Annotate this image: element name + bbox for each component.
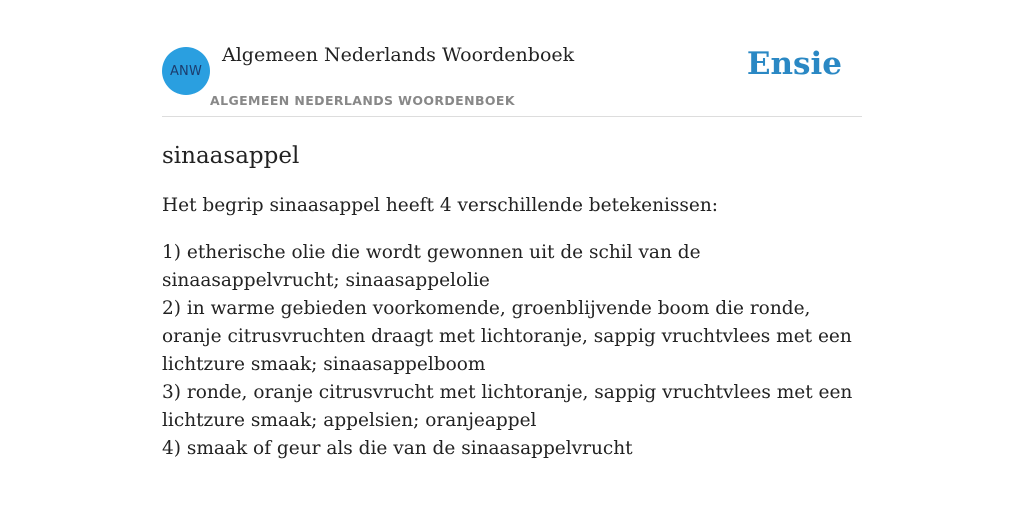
source-subtitle: ALGEMEEN NEDERLANDS WOORDENBOEK bbox=[210, 93, 515, 108]
meaning-item: 4) smaak of geur als die van de sinaasappelvrucht bbox=[162, 438, 633, 459]
anw-logo[interactable]: ANW bbox=[162, 47, 210, 95]
entry-term: sinaasappel bbox=[162, 143, 300, 169]
header bbox=[162, 0, 862, 117]
ensie-logo-link[interactable]: Ensie bbox=[746, 46, 842, 82]
meaning-item: 1) etherische olie die wordt gewonnen uit de schil van de sinaasappelvrucht; sinaasappelolie bbox=[162, 242, 701, 291]
entry-content bbox=[162, 117, 862, 463]
meaning-item: 2) in warme gebieden voorkomende, groenblijvende boom die ronde, oranje citrusvruchten draagt met lichtoranje, sappig vruchtvlees met een lichtzure smaak; sinaasappelboom bbox=[162, 298, 852, 375]
source-title[interactable]: Algemeen Nederlands Woordenboek bbox=[222, 44, 575, 66]
entry-intro: Het begrip sinaasappel heeft 4 verschillende betekenissen: bbox=[162, 195, 719, 216]
meanings-list bbox=[162, 239, 862, 463]
entry-card bbox=[162, 0, 862, 463]
meaning-item: 3) ronde, oranje citrusvrucht met lichtoranje, sappig vruchtvlees met een lichtzure smaak; appelsien; oranjeappel bbox=[162, 382, 853, 431]
